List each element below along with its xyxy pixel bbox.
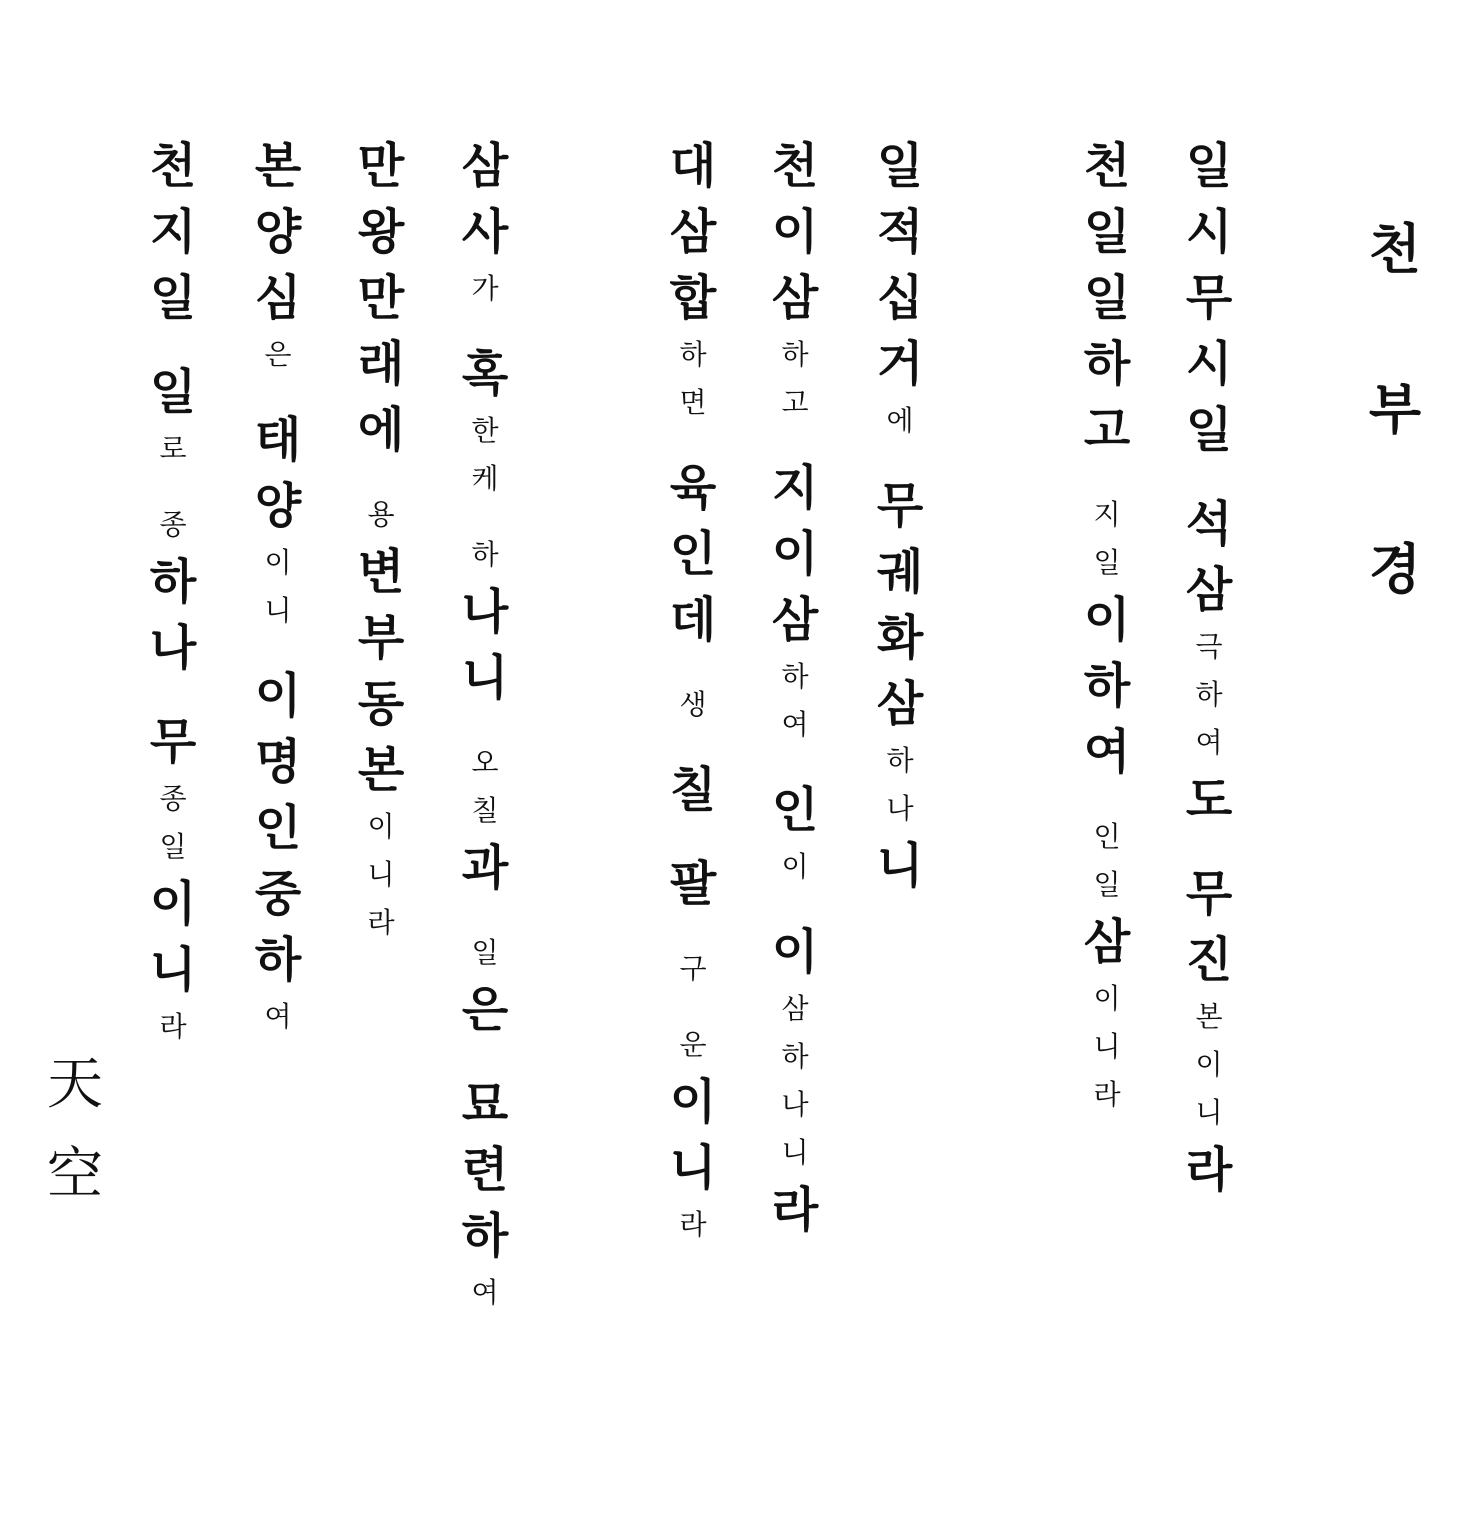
scripture-char: 은 [264,338,292,371]
scripture-char: 하 [886,744,914,777]
scripture-char: 여 [471,1276,499,1309]
scripture-char: 변 [357,544,405,600]
title-char-1: 천 [1368,218,1422,281]
scripture-char: 거 [876,336,924,392]
scripture-char: 일 [149,364,197,420]
scripture-title [1360,205,1430,685]
scripture-char: 동 [357,676,405,732]
scripture-char: 삼 [461,138,509,194]
scripture-char: 니 [669,1140,717,1196]
scripture-char: 나 [886,792,914,825]
scripture-char: 양 [254,204,302,260]
scripture-char: 삼 [1083,914,1131,970]
scripture-char: 니 [264,594,292,627]
scripture-char: 하 [461,1208,509,1264]
scripture-char: 구 [679,952,707,985]
title-char-2: 부 [1368,378,1422,441]
scripture-column-7 [346,133,416,947]
scripture-char: 니 [876,838,924,894]
scripture-char: 여 [781,708,809,741]
scripture-char: 일 [1185,138,1233,194]
scripture-char: 일 [1083,204,1131,260]
scripture-char: 혹 [461,346,509,402]
scripture-char: 천 [771,138,819,194]
scripture-char: 무 [1185,866,1233,922]
scripture-char: 육 [669,460,717,516]
scripture-char: 니 [1093,1030,1121,1063]
scripture-char: 삼 [669,204,717,260]
scripture-char: 하 [679,338,707,371]
scripture-char: 적 [876,204,924,260]
scripture-char: 한 [471,414,499,447]
scripture-column-8 [243,133,313,1041]
scripture-char: 가 [471,272,499,305]
scripture-char: 오 [471,746,499,779]
scripture-column-2 [1072,133,1142,1119]
scripture-char: 이 [1093,982,1121,1015]
scripture-char: 합 [669,270,717,326]
scripture-char: 일 [1093,546,1121,579]
scripture-char: 하 [1083,336,1131,392]
scripture-char: 삼 [771,592,819,648]
scripture-char: 인 [1093,820,1121,853]
scripture-column-6 [450,133,520,1317]
scripture-char: 시 [1185,336,1233,392]
scripture-char: 진 [1185,932,1233,988]
scripture-char: 이 [254,668,302,724]
scripture-char: 삼 [781,992,809,1025]
scripture-char: 련 [461,1142,509,1198]
scripture-char: 삼 [771,270,819,326]
scripture-char: 생 [679,688,707,721]
scripture-char: 만 [357,270,405,326]
scripture-char: 시 [1185,204,1233,260]
scripture-char: 십 [876,270,924,326]
scripture-char: 은 [461,982,509,1038]
scripture-char: 이 [367,810,395,843]
scripture-char: 여 [1083,724,1131,780]
scripture-char: 천 [1083,138,1131,194]
scripture-char: 이 [1083,592,1131,648]
scripture-char: 여 [1195,726,1223,759]
scripture-char: 부 [357,610,405,666]
scripture-char: 팔 [669,856,717,912]
scripture-char: 칠 [669,762,717,818]
scripture-char: 만 [357,138,405,194]
scripture-char: 라 [771,1182,819,1238]
scripture-char: 태 [254,412,302,468]
scripture-char: 도 [1185,772,1233,828]
scripture-char: 양 [254,478,302,534]
scripture-char: 이 [669,1074,717,1130]
scripture-char: 하 [254,932,302,988]
scripture-char: 니 [367,858,395,891]
scripture-char: 라 [1185,1142,1233,1198]
signature-char-1: 天 [47,1052,103,1117]
scripture-char: 삼 [1185,562,1233,618]
scripture-char: 무 [149,714,197,770]
scripture-char: 면 [679,386,707,419]
scripture-char: 니 [781,1136,809,1169]
scripture-char: 중 [254,866,302,922]
scripture-char: 왕 [357,204,405,260]
scripture-char: 일 [159,830,187,863]
scripture-char: 하 [781,1040,809,1073]
scripture-char: 과 [461,840,509,896]
scripture-char: 나 [149,620,197,676]
scripture-char: 니 [1195,1096,1223,1129]
scripture-char: 인 [254,800,302,856]
scripture-char: 일 [1185,402,1233,458]
scripture-char: 일 [149,270,197,326]
scripture-char: 하 [1083,658,1131,714]
scripture-char: 데 [669,592,717,648]
scripture-char: 고 [1083,402,1131,458]
scripture-char: 명 [254,734,302,790]
scripture-char: 이 [771,924,819,980]
scripture-char: 라 [367,906,395,939]
scripture-char: 나 [781,1088,809,1121]
scripture-char: 래 [357,336,405,392]
scripture-char: 하 [781,338,809,371]
scripture-char: 하 [781,660,809,693]
scripture-char: 일 [1083,270,1131,326]
scripture-char: 대 [669,138,717,194]
scripture-char: 케 [471,462,499,495]
scripture-char: 고 [781,386,809,419]
scripture-char: 일 [1093,868,1121,901]
scripture-char: 무 [1185,270,1233,326]
signature-char-2: 空 [47,1142,103,1207]
scripture-char: 여 [264,1000,292,1033]
scripture-char: 니 [461,650,509,706]
scripture-char: 라 [679,1208,707,1241]
scripture-char: 삼 [876,676,924,732]
title-char-3: 경 [1368,538,1422,601]
scripture-char: 라 [159,1010,187,1043]
scripture-char: 심 [254,270,302,326]
scripture-char: 이 [771,526,819,582]
scripture-char: 종 [159,508,187,541]
scripture-char: 인 [669,526,717,582]
scripture-column-5 [658,133,728,1249]
scripture-char: 일 [471,936,499,969]
scripture-char: 로 [159,432,187,465]
scripture-char: 칠 [471,794,499,827]
scripture-column-3 [865,133,935,899]
scripture-char: 하 [471,538,499,571]
scripture-char: 이 [781,850,809,883]
scripture-char: 에 [886,404,914,437]
scripture-char: 니 [149,942,197,998]
scripture-char: 본 [1195,1000,1223,1033]
scripture-char: 종 [159,782,187,815]
scripture-char: 무 [876,478,924,534]
scripture-char: 운 [679,1028,707,1061]
scripture-char: 묘 [461,1076,509,1132]
scripture-char: 라 [1093,1078,1121,1111]
signature-seal [40,1040,110,1220]
scripture-char: 천 [149,138,197,194]
scripture-char: 이 [149,876,197,932]
scripture-column-4 [760,133,830,1243]
scripture-char: 사 [461,204,509,260]
scripture-char: 이 [264,546,292,579]
scripture-char: 지 [149,204,197,260]
scripture-char: 본 [357,742,405,798]
scripture-char: 하 [149,554,197,610]
scripture-char: 극 [1195,630,1223,663]
scripture-char: 이 [1195,1048,1223,1081]
scripture-char: 일 [876,138,924,194]
scripture-char: 나 [461,584,509,640]
scripture-char: 에 [357,402,405,458]
scripture-char: 석 [1185,496,1233,552]
scripture-char: 인 [771,782,819,838]
scripture-column-1 [1174,133,1244,1203]
scripture-char: 하 [1195,678,1223,711]
scripture-char: 이 [771,204,819,260]
scripture-char: 용 [367,498,395,531]
scripture-char: 지 [771,460,819,516]
scripture-char: 화 [876,610,924,666]
scripture-char: 궤 [876,544,924,600]
scripture-char: 본 [254,138,302,194]
scripture-column-9 [138,133,208,1051]
scripture-char: 지 [1093,498,1121,531]
